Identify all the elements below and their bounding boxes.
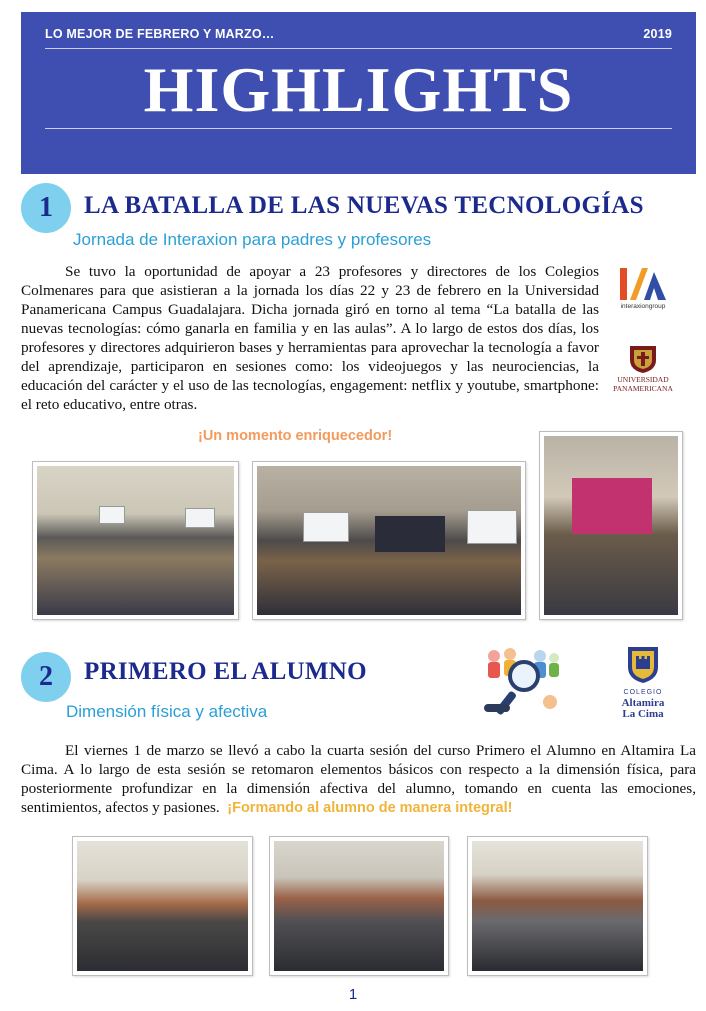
- banner-rule-top: [45, 48, 672, 49]
- section-2-subtitle: Dimensión física y afectiva: [66, 702, 268, 721]
- session-photo-2-image: [274, 841, 444, 971]
- people-magnifier-illustration: [480, 646, 562, 720]
- classroom-photo-1-image: [37, 466, 234, 615]
- section-1-subtitle: Jornada de Interaxion para padres y profesores: [73, 230, 432, 249]
- colegio-label: COLEGIO: [623, 689, 663, 696]
- projector-screen: [185, 508, 215, 528]
- projector-screen: [303, 512, 349, 542]
- classroom-photo-2: [252, 461, 526, 620]
- colegio-altamira-logo: [612, 645, 674, 721]
- projector-screen: [99, 506, 125, 524]
- colegio-name-2: La Cima: [622, 708, 664, 720]
- interaxion-logo-text: interaxiongroup: [620, 303, 666, 310]
- up-shield-icon: [610, 344, 676, 374]
- section-1-title: LA BATALLA DE LAS NUEVAS TECNOLOGÍAS: [84, 192, 644, 219]
- page-number: 1: [348, 986, 358, 1003]
- section-1-highlight: ¡Un momento enriquecedor!: [198, 428, 393, 444]
- blackboard: [375, 516, 445, 552]
- up-logo-line1: UNIVERSIDAD: [617, 375, 669, 384]
- section-1-body: [21, 262, 599, 414]
- section-1-paragraph: Se tuvo la oportunidad de apoyar a 23 profesores y directores de los Colegios Colmenares para que asistieran a la jornada los días 22 y 23 de febrero en la Universidad Panamericana Campus Guadalajara. Dicha jornada giró en torno al tema “La batalla de las nuevas tecnologías: cómo ganarla en familia y en las aulas”. A lo largo de estos dos días, los profesores y directores adquirieron bases y herramientas para aprovechar la tecnología a favor del aprendizaje, participaron en sesiones como: los videojuegos y las neurociencias, la educación del carácter y el uso de las tecnologías, engagement: netflix y youtube, smartphone: el reto educativo, entre otras.: [21, 263, 599, 413]
- universidad-panamericana-logo: [610, 344, 676, 398]
- banner-rule-bottom: [45, 128, 672, 129]
- section-2-title: PRIMERO EL ALUMNO: [84, 658, 367, 685]
- presentation-screen: [572, 478, 652, 534]
- session-photo-3: [467, 836, 648, 976]
- section-2-highlight: ¡Formando al alumno de manera integral!: [227, 800, 513, 816]
- banner-topline: [45, 26, 672, 42]
- classroom-photo-2-image: [257, 466, 521, 615]
- section-2-paragraph-text: El viernes 1 de marzo se llevó a cabo la cuarta sesión del curso Primero el Alumno en Altamira La Cima. A lo largo de esta sesión se retomaron elementos básicos con respecto a la dimensión física, para posteriormente profundizar en la dimensión afectiva del alumno, tomando en cuenta las emociones, sentimientos, afectos y pasiones.: [21, 742, 696, 816]
- session-photo-2: [269, 836, 449, 976]
- classroom-photo-1: [32, 461, 239, 620]
- altamira-shield-icon: [612, 645, 674, 685]
- header-banner: [21, 12, 696, 174]
- up-logo-line2: PANAMERICANA: [613, 384, 673, 393]
- page-title: HIGHLIGHTS: [143, 54, 574, 125]
- magnifier-people-icon: [480, 646, 562, 720]
- interaxion-logo: [614, 262, 672, 314]
- session-photo-3-image: [472, 841, 643, 971]
- projector-screen: [467, 510, 517, 544]
- session-photo-1: [72, 836, 253, 976]
- interaxion-mark-icon: [614, 262, 672, 302]
- section-2-number: 2: [21, 652, 71, 702]
- classroom-photo-3: [539, 431, 683, 620]
- section-2-body: [21, 741, 696, 818]
- banner-kicker: LO MEJOR DE FEBRERO Y MARZO…: [45, 27, 275, 41]
- section-2-paragraph: [21, 741, 696, 818]
- colegio-name-1: Altamira: [621, 697, 665, 709]
- section-1-number: 1: [21, 183, 71, 233]
- session-photo-1-image: [77, 841, 248, 971]
- classroom-photo-3-image: [544, 436, 678, 615]
- banner-year: 2019: [643, 27, 672, 41]
